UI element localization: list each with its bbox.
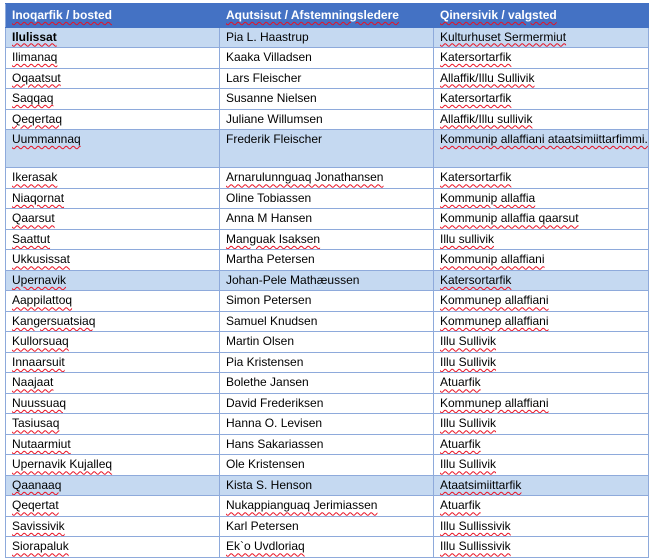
cell-valgsted-text: Kommunip allaffiani ataatsimiittarfimmi. [440, 132, 648, 147]
cell-valgsted [434, 48, 649, 69]
cell-valgsted [434, 455, 649, 476]
cell-afstemningsleder-text: Bolethe Jansen [226, 375, 309, 390]
cell-afstemningsleder-text: Nukappianguaq Jerimiassen [226, 498, 378, 513]
cell-bosted [6, 393, 220, 414]
cell-bosted-text: Ikerasak [12, 170, 58, 185]
table-row [6, 270, 649, 291]
cell-afstemningsleder [220, 209, 434, 230]
cell-valgsted [434, 68, 649, 89]
cell-valgsted-text: Kommunep allaffiani [440, 313, 549, 328]
cell-valgsted [434, 168, 649, 189]
cell-afstemningsleder-text: Karl Petersen [226, 518, 299, 533]
cell-bosted [6, 373, 220, 394]
cell-afstemningsleder [220, 475, 434, 496]
cell-valgsted-text: Katersortarfik [440, 50, 512, 65]
cell-valgsted [434, 250, 649, 271]
cell-valgsted-text: Atuarfik [440, 375, 481, 390]
cell-afstemningsleder-text: Samuel Knudsen [226, 313, 318, 328]
cell-valgsted [434, 352, 649, 373]
cell-afstemningsleder-text: Ek`o Uvdloriaq [226, 539, 305, 554]
cell-afstemningsleder [220, 352, 434, 373]
table-row [6, 352, 649, 373]
cell-bosted-text: Qeqertat [12, 498, 59, 513]
table-header-row [6, 4, 649, 28]
cell-afstemningsleder [220, 48, 434, 69]
cell-valgsted-text: Ataatsimiittarfik [440, 477, 522, 492]
cell-bosted [6, 414, 220, 435]
document-page [5, 3, 649, 558]
cell-afstemningsleder [220, 89, 434, 110]
cell-valgsted-text: Allaffik/Illu Sullivik [440, 70, 535, 85]
cell-valgsted [434, 89, 649, 110]
cell-valgsted [434, 291, 649, 312]
cell-valgsted-text: Illu Sullissivik [440, 539, 511, 554]
cell-bosted [6, 89, 220, 110]
cell-afstemningsleder [220, 27, 434, 48]
cell-valgsted [434, 537, 649, 558]
cell-bosted-text: Innaarsuit [12, 354, 65, 369]
cell-valgsted [434, 373, 649, 394]
table-row [6, 89, 649, 110]
cell-valgsted-text: Katersortarfik [440, 272, 512, 287]
cell-bosted-text: Nutaarmiut [12, 436, 71, 451]
table-row [6, 109, 649, 130]
table-row [6, 475, 649, 496]
cell-bosted [6, 475, 220, 496]
cell-afstemningsleder [220, 188, 434, 209]
column-header-afstemningsledere: Aqutsisut / Afstemningsledere [220, 4, 434, 28]
table-row [6, 68, 649, 89]
cell-bosted [6, 188, 220, 209]
cell-valgsted-text: Kulturhuset Sermermiut [440, 29, 567, 44]
cell-bosted-text: Upernavik Kujalleq [12, 457, 113, 472]
cell-afstemningsleder-text: Johan-Pele Mathæussen [226, 272, 360, 287]
cell-afstemningsleder [220, 455, 434, 476]
cell-bosted [6, 291, 220, 312]
cell-bosted [6, 496, 220, 517]
cell-valgsted-text: Atuarfik [440, 436, 481, 451]
cell-bosted [6, 209, 220, 230]
cell-afstemningsleder [220, 130, 434, 168]
cell-valgsted-text: Katersortarfik [440, 91, 512, 106]
table-row [6, 311, 649, 332]
cell-afstemningsleder [220, 68, 434, 89]
cell-valgsted [434, 414, 649, 435]
cell-bosted-text: Qaanaaq [12, 477, 62, 492]
cell-bosted-text: Saattut [12, 231, 51, 246]
cell-bosted-text: Kullorsuaq [12, 334, 69, 349]
cell-bosted-text: Ukkusissat [12, 252, 71, 267]
cell-valgsted-text: Kommunip allaffia qaarsut [440, 211, 579, 226]
cell-afstemningsleder-text: Frederik Fleischer [226, 132, 323, 147]
cell-valgsted [434, 475, 649, 496]
polling-stations-table [5, 3, 649, 558]
cell-valgsted [434, 393, 649, 414]
cell-bosted [6, 48, 220, 69]
cell-bosted [6, 434, 220, 455]
cell-valgsted-text: Kommunep allaffiani [440, 395, 549, 410]
cell-afstemningsleder-text: Lars Fleischer [226, 70, 302, 85]
cell-valgsted [434, 434, 649, 455]
cell-afstemningsleder [220, 373, 434, 394]
cell-bosted-text: Qeqertaq [12, 111, 63, 126]
cell-afstemningsleder [220, 229, 434, 250]
cell-valgsted [434, 270, 649, 291]
cell-afstemningsleder [220, 496, 434, 517]
cell-afstemningsleder-text: Martin Olsen [226, 334, 295, 349]
cell-bosted-text: Kangersuatsiaq [12, 313, 96, 328]
table-row [6, 496, 649, 517]
table-body [6, 27, 649, 557]
cell-bosted-text: Siorapaluk [12, 539, 69, 554]
cell-bosted [6, 229, 220, 250]
table-row [6, 537, 649, 558]
cell-valgsted [434, 130, 649, 168]
cell-valgsted [434, 188, 649, 209]
cell-afstemningsleder [220, 291, 434, 312]
cell-afstemningsleder-text: David Frederiksen [226, 395, 324, 410]
cell-bosted-text: Ilimanaq [12, 50, 58, 65]
cell-afstemningsleder-text: Ole Kristensen [226, 457, 305, 472]
cell-valgsted-text: Atuarfik [440, 498, 481, 513]
cell-afstemningsleder-text: Kista S. Henson [226, 477, 313, 492]
cell-bosted-text: Aappilattoq [12, 293, 73, 308]
cell-valgsted-text: Katersortarfik [440, 170, 512, 185]
table-row [6, 373, 649, 394]
cell-bosted [6, 455, 220, 476]
table-row [6, 434, 649, 455]
column-header-valgsted: Qinersivik / valgsted [434, 4, 649, 28]
cell-afstemningsleder-text: Oline Tobiassen [226, 190, 312, 205]
table-row [6, 27, 649, 48]
cell-valgsted [434, 311, 649, 332]
cell-bosted-text: Uummannaq [12, 132, 81, 147]
cell-afstemningsleder [220, 332, 434, 353]
cell-bosted [6, 109, 220, 130]
cell-afstemningsleder-text: Kaaka Villadsen [226, 50, 312, 65]
cell-afstemningsleder [220, 414, 434, 435]
table-row [6, 516, 649, 537]
cell-afstemningsleder-text: Hanna O. Levisen [226, 416, 323, 431]
cell-afstemningsleder-text: Anna M Hansen [226, 211, 313, 226]
cell-bosted [6, 352, 220, 373]
cell-valgsted-text: Allaffik/Illu sullivik [440, 111, 533, 126]
cell-afstemningsleder [220, 168, 434, 189]
cell-afstemningsleder [220, 393, 434, 414]
table-row [6, 414, 649, 435]
table-row [6, 130, 649, 168]
cell-bosted [6, 168, 220, 189]
cell-afstemningsleder [220, 516, 434, 537]
cell-afstemningsleder-text: Martha Petersen [226, 252, 315, 267]
cell-bosted [6, 250, 220, 271]
cell-bosted [6, 311, 220, 332]
cell-valgsted [434, 496, 649, 517]
cell-valgsted-text: Illu Sullivik [440, 457, 497, 472]
cell-valgsted [434, 516, 649, 537]
cell-valgsted-text: Kommunep allaffiani [440, 293, 549, 308]
cell-afstemningsleder-text: Hans Sakariassen [226, 436, 324, 451]
table-row [6, 291, 649, 312]
cell-bosted [6, 130, 220, 168]
table-row [6, 332, 649, 353]
cell-valgsted-text: Kommunip allaffiani [440, 252, 545, 267]
table-row [6, 209, 649, 230]
cell-afstemningsleder [220, 270, 434, 291]
cell-valgsted [434, 332, 649, 353]
cell-bosted-text: Upernavik [12, 272, 67, 287]
cell-afstemningsleder-text: Simon Petersen [226, 293, 312, 308]
cell-bosted [6, 27, 220, 48]
cell-afstemningsleder-text: Susanne Nielsen [226, 91, 317, 106]
cell-bosted [6, 270, 220, 291]
table-row [6, 229, 649, 250]
cell-afstemningsleder [220, 537, 434, 558]
table-row [6, 168, 649, 189]
cell-bosted-text: Qaarsut [12, 211, 55, 226]
cell-bosted-text: Tasiusaq [12, 416, 60, 431]
cell-bosted [6, 516, 220, 537]
cell-afstemningsleder-text: Pia L. Haastrup [226, 29, 309, 44]
cell-bosted-text: Savissivik [12, 518, 65, 533]
cell-valgsted [434, 27, 649, 48]
column-header-bosted: Inoqarfik / bosted [6, 4, 220, 28]
cell-valgsted [434, 209, 649, 230]
table-row [6, 455, 649, 476]
table-row [6, 48, 649, 69]
cell-valgsted-text: Illu Sullivik [440, 416, 497, 431]
cell-afstemningsleder [220, 250, 434, 271]
cell-valgsted-text: Illu Sullivik [440, 354, 497, 369]
cell-bosted-text: Niaqornat [12, 190, 65, 205]
cell-afstemningsleder-text: Arnarulunnguaq Jonathansen [226, 170, 384, 185]
cell-afstemningsleder-text: Juliane Willumsen [226, 111, 323, 126]
table-row [6, 188, 649, 209]
cell-bosted [6, 537, 220, 558]
cell-valgsted [434, 109, 649, 130]
cell-bosted-text: Oqaatsut [12, 70, 61, 85]
table-row [6, 393, 649, 414]
table-row [6, 250, 649, 271]
cell-bosted-text: Ilulissat [12, 29, 57, 44]
cell-afstemningsleder-text: Manguak Isaksen [226, 231, 321, 246]
cell-bosted-text: Naajaat [12, 375, 54, 390]
cell-afstemningsleder [220, 434, 434, 455]
cell-afstemningsleder [220, 311, 434, 332]
cell-bosted [6, 68, 220, 89]
cell-bosted-text: Saqqaq [12, 91, 54, 106]
cell-afstemningsleder [220, 109, 434, 130]
cell-valgsted-text: Kommunip allaffia [440, 190, 536, 205]
cell-valgsted-text: Illu Sullissivik [440, 518, 511, 533]
cell-bosted [6, 332, 220, 353]
cell-valgsted-text: Illu Sullivik [440, 334, 497, 349]
cell-afstemningsleder-text: Pia Kristensen [226, 354, 304, 369]
cell-valgsted-text: Illu sullivik [440, 231, 495, 246]
cell-bosted-text: Nuussuaq [12, 395, 67, 410]
cell-valgsted [434, 229, 649, 250]
